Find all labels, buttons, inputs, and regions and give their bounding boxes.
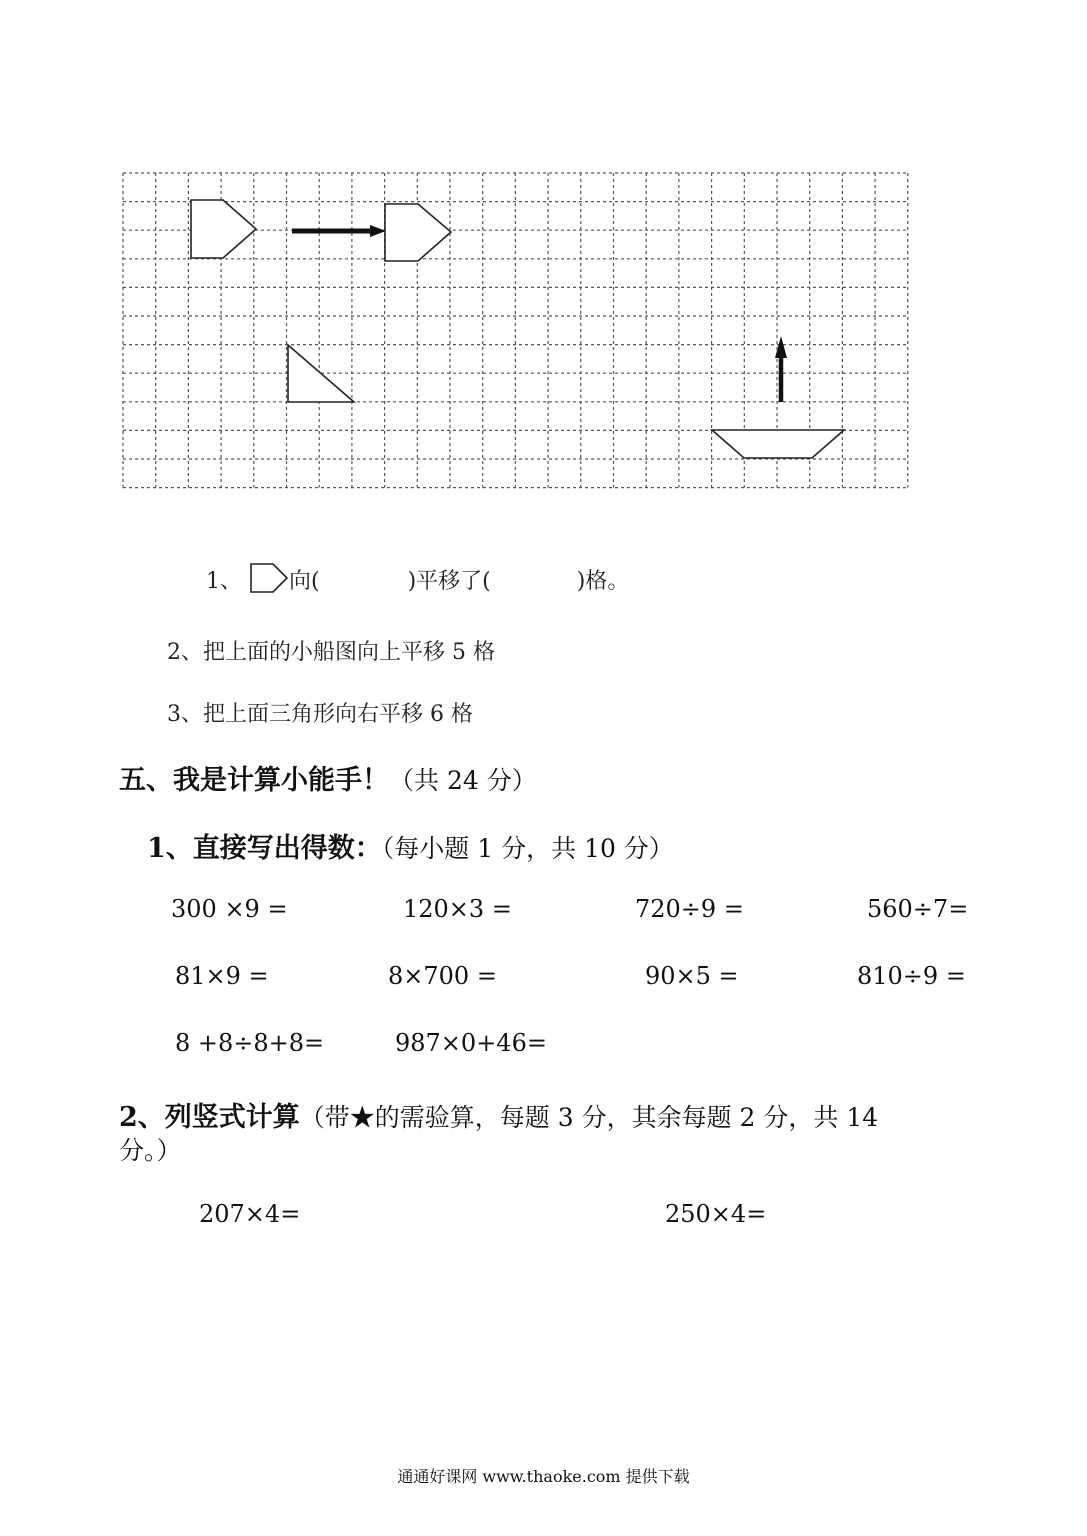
calc-item: 300 ×9 = [171,895,288,923]
part-2-header [119,1095,878,1134]
question-1-end: )格。 [576,569,630,594]
translation-grid [120,170,915,490]
part-2-title: 2、列竖式计算 [119,1102,300,1133]
calc-item: 120×3 = [403,895,512,923]
calc-item: 560÷7= [867,895,969,923]
part-2-note: （带★的需验算，每题 3 分，其余每题 2 分，共 14 [299,1103,879,1132]
vertical-calc-item: 250×4= [665,1200,767,1228]
question-1 [206,562,629,595]
calc-item: 8×700 = [388,962,497,990]
calc-item: 720÷9 = [635,895,744,923]
part-2-note-continued: 分。） [119,1136,182,1165]
question-3: 3、把上面三角形向右平移 6 格 [167,702,473,727]
pentagon-translated [385,204,451,261]
vertical-calc-item: 207×4= [199,1200,301,1228]
calc-item: 90×5 = [645,962,739,990]
footer-credit: 通通好课网 www.thaoke.com 提供下载 [397,1467,690,1486]
arrow-up [775,336,787,402]
question-1-number: 1、 [206,569,242,594]
calc-item: 810÷9 = [857,962,966,990]
part-1-title: 1、直接写出得数： [147,833,382,864]
pentagon-original [191,200,256,258]
section-5-header [119,758,537,797]
section-5-title: 五、我是计算小能手！ [119,765,389,796]
triangle [288,345,354,402]
part-1-header [147,826,674,865]
question-1-direction-label: 向( [289,569,320,594]
section-5-points: （共 24 分） [389,766,537,795]
calc-item: 8 +8÷8+8= [175,1029,325,1057]
arrow-right [292,225,386,237]
boat-trapezoid [712,430,844,458]
grid-svg [120,170,915,490]
question-2: 2、把上面的小船图向上平移 5 格 [167,640,495,665]
pentagon-icon [249,562,289,594]
part-1-note: （每小题 1 分，共 10 分） [381,834,674,863]
calc-item: 987×0+46= [395,1029,547,1057]
question-1-moved-label: )平移了( [407,569,491,594]
calc-item: 81×9 = [175,962,269,990]
